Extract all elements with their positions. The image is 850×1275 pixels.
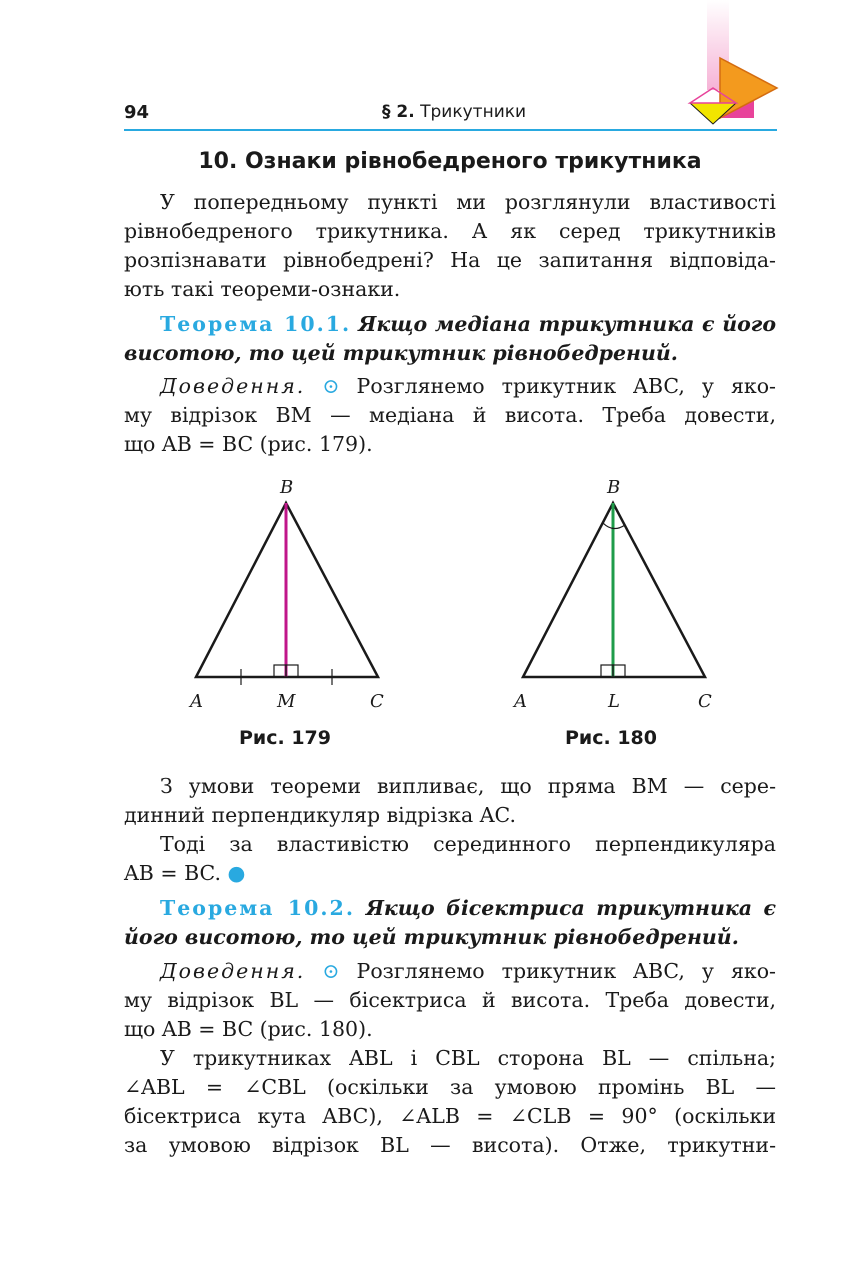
intro-line: рівнобедреного трикутника. А як серед трикутників [124,219,776,243]
section-heading [382,102,526,122]
proof-text: Розглянемо трикутник ABC, у яко- [356,959,776,983]
theorem-10-1 [124,310,776,368]
page-header [124,98,776,130]
text-line: У трикутниках ABL і CBL сторона BL — спільна; [160,1046,776,1070]
proof-end-icon: ● [227,861,246,885]
proof-1 [124,372,776,459]
final-paragraph [124,1044,776,1160]
theorem-text: висотою, то цей трикутник рівнобедрений. [124,341,678,365]
text-line: Тоді за властивістю серединного перпендикуляра [160,832,776,856]
text-line: бісектриса кута ABC), ∠ALB = ∠CLB = 90° (оскільки [124,1104,776,1128]
lesson-title: 10. Ознаки рівнобедреного трикутника [198,149,702,174]
vertex-label-b: B [280,477,294,498]
right-angle-mark [613,665,625,677]
text-line: З умови теореми випливає, що пряма BM — сере- [160,774,776,798]
figure-179 [180,475,400,715]
corner-decoration [680,0,790,135]
vertex-label-c: C [370,691,384,712]
theorem-line [124,894,776,923]
after-figure-paragraph [124,772,776,888]
conclusion-text: AB = BC. [124,861,221,885]
text-line: ∠ABL = ∠CBL (оскільки за умовою промінь BL — [124,1075,776,1099]
text-line: за умовою відрізок BL — висота). Отже, трикутни- [124,1133,776,1157]
proof-label: Доведення. [160,959,306,983]
point-label-l: L [608,691,620,712]
proof-text: що AB = BC (рис. 180). [124,1017,373,1041]
proof-start-icon: ⊙ [322,374,340,398]
proof-label: Доведення. [160,374,306,398]
theorem-10-2 [124,894,776,952]
section-mark: § 2. [382,102,415,122]
figure-180 [505,475,725,715]
theorem-label: Теорема 10.1. [160,312,352,336]
right-angle-mark [286,665,298,677]
proof-start-icon: ⊙ [322,959,340,983]
vertex-label-a: A [190,691,203,712]
figure-180-caption: Рис. 180 [565,727,657,749]
proof-text: Розглянемо трикутник ABC, у яко- [356,374,776,398]
theorem-text: Якщо медіана трикутника є його [358,312,776,336]
point-label-m: M [277,691,296,712]
page-number: 94 [124,102,150,123]
right-angle-mark [601,665,613,677]
text-line: динний перпендикуляр відрізка AC. [124,803,516,827]
proof-line [124,372,776,401]
right-angle-mark [274,665,286,677]
proof-text: що AB = BC (рис. 179). [124,432,373,456]
intro-paragraph [124,188,776,304]
proof-text: му відрізок BL — бісектриса й висота. Треба довести, [124,988,776,1012]
theorem-text: Якщо бісектриса трикутника є [365,896,776,920]
theorem-text: його висотою, то цей трикутник рівнобедрений. [124,925,739,949]
vertex-label-c: C [698,691,712,712]
intro-line: У попередньому пункті ми розглянули властивості [160,190,776,214]
section-title: Трикутники [420,102,527,122]
intro-line: ють такі теореми-ознаки. [124,277,401,301]
proof-text: му відрізок BM — медіана й висота. Треба довести, [124,403,776,427]
figure-179-caption: Рис. 179 [239,727,331,749]
vertex-label-b: B [607,477,621,498]
intro-line: розпізнавати рівнобедрені? На це запитання відповіда- [124,248,776,272]
text-line [124,859,776,888]
proof-line [124,957,776,986]
theorem-line [124,310,776,339]
theorem-label: Теорема 10.2. [160,896,355,920]
proof-2 [124,957,776,1044]
vertex-label-a: A [514,691,527,712]
